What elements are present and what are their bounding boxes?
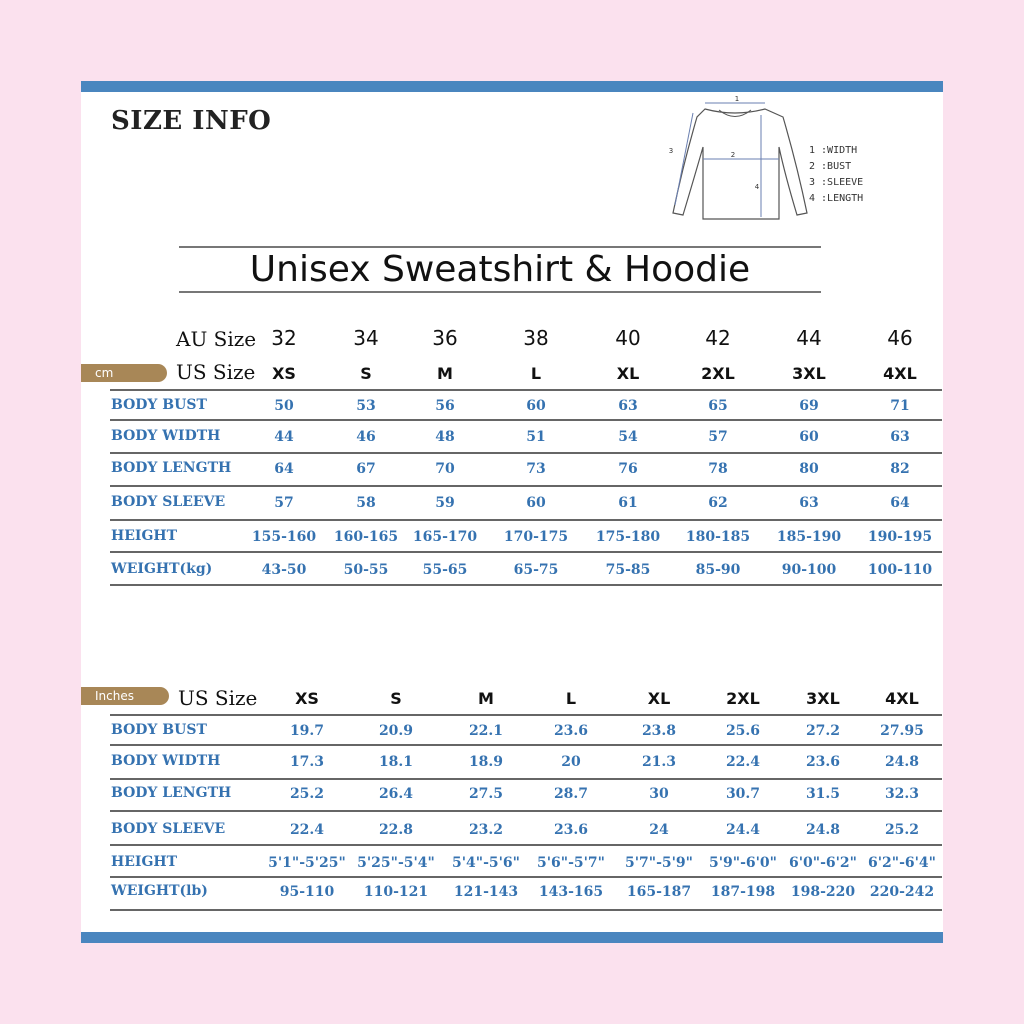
inch-row-divider [110,909,942,911]
legend-bust: 2 :BUST [809,161,852,172]
cm-cell-2-4: 76 [618,461,638,477]
cm-cell-4-6: 185-190 [776,529,842,545]
cm-cell-0-2: 56 [435,398,455,414]
inch-cell-4-7: 6'2"-6'4" [868,855,936,871]
inch-cell-4-1: 5'25"-5'4" [357,855,435,871]
inch-cell-0-5: 25.6 [725,723,761,739]
au-size-label: AU Size [176,327,257,351]
cm-row-divider [110,519,942,521]
inch-cell-4-3: 5'6"-5'7" [537,855,605,871]
cm-cell-2-5: 78 [708,461,728,477]
us-size-inch-5: 2XL [726,689,760,708]
cm-row-divider [110,452,942,454]
inch-cell-1-2: 18.9 [468,754,504,770]
inches-unit-badge: Inches [81,687,169,705]
inch-cell-0-3: 23.6 [553,723,589,739]
cm-cell-0-7: 71 [890,398,910,414]
cm-cell-3-4: 61 [618,495,638,511]
cm-cell-0-0: 50 [274,398,294,414]
au-size-5: 42 [705,326,731,350]
cm-cell-3-6: 63 [799,495,819,511]
page-title: Unisex Sweatshirt & Hoodie [249,249,751,290]
sweatshirt-diagram-icon [657,95,817,225]
us-size-cm-7: 4XL [883,364,917,383]
cm-cell-0-6: 69 [799,398,819,414]
cm-cell-2-0: 64 [274,461,294,477]
inch-cell-0-4: 23.8 [641,723,677,739]
inch-cell-5-1: 110-121 [363,884,429,900]
cm-cell-3-0: 57 [274,495,294,511]
inch-cell-3-4: 24 [649,822,669,838]
cm-cell-4-5: 180-185 [685,529,751,545]
size-chart-card [81,81,943,943]
cm-cell-5-7: 100-110 [867,562,933,578]
cm-cell-4-1: 160-165 [333,529,399,545]
inch-cell-1-4: 21.3 [641,754,677,770]
title-rule-top [179,246,821,248]
us-size-cm-6: 3XL [792,364,826,383]
cm-row-label-5: WEIGHT(kg) [111,561,213,577]
inch-cell-5-4: 165-187 [626,884,692,900]
cm-row-label-4: HEIGHT [111,528,178,544]
us-size-cm-4: XL [616,364,640,383]
us-size-cm-5: 2XL [701,364,735,383]
us-size-label-inch: US Size [178,686,258,710]
cm-cell-3-3: 60 [526,495,546,511]
cm-row-label-0: BODY BUST [111,397,207,413]
legend-sleeve: 3 :SLEEVE [809,177,864,188]
us-size-inch-3: L [565,689,577,708]
au-size-6: 44 [796,326,822,350]
inch-cell-5-0: 95-110 [279,884,335,900]
inch-row-label-1: BODY WIDTH [111,753,221,769]
cm-header-divider [110,389,942,391]
cm-cell-3-2: 59 [435,495,455,511]
inch-cell-5-5: 187-198 [710,884,776,900]
inch-cell-1-5: 22.4 [725,754,761,770]
inch-cell-0-1: 20.9 [378,723,414,739]
inch-cell-3-2: 23.2 [468,822,504,838]
us-size-inch-0: XS [295,689,319,708]
us-size-label-cm: US Size [176,360,256,384]
us-size-cm-0: XS [272,364,296,383]
legend-width: 1 :WIDTH [809,145,858,156]
inch-cell-4-4: 5'7"-5'9" [625,855,693,871]
cm-row-divider [110,584,942,586]
cm-cell-2-7: 82 [890,461,910,477]
inch-row-label-0: BODY BUST [111,722,207,738]
cm-cell-4-4: 175-180 [595,529,661,545]
diagram-marker-2: 2 [730,151,736,159]
inch-row-label-4: HEIGHT [111,854,178,870]
cm-unit-badge: cm [81,364,167,382]
inch-row-divider [110,844,942,846]
cm-cell-4-7: 190-195 [867,529,933,545]
inch-cell-0-0: 19.7 [289,723,325,739]
us-size-inch-4: XL [647,689,671,708]
inch-cell-2-5: 30.7 [725,786,761,802]
diagram-legend [809,143,943,207]
au-size-0: 32 [271,326,297,350]
diagram-marker-3: 3 [668,147,674,155]
inch-cell-2-2: 27.5 [468,786,504,802]
cm-cell-5-2: 55-65 [422,562,468,578]
inch-cell-1-0: 17.3 [289,754,325,770]
cm-cell-5-5: 85-90 [695,562,741,578]
us-size-inch-2: M [478,689,494,708]
inch-cell-3-7: 25.2 [884,822,920,838]
cm-cell-1-5: 57 [708,429,728,445]
inch-header-divider [110,714,942,716]
cm-cell-1-4: 54 [618,429,638,445]
cm-cell-1-1: 46 [356,429,376,445]
inch-cell-4-6: 6'0"-6'2" [789,855,857,871]
inch-cell-1-6: 23.6 [805,754,841,770]
inch-cell-3-3: 23.6 [553,822,589,838]
au-size-7: 46 [887,326,913,350]
inch-cell-5-3: 143-165 [538,884,604,900]
inch-row-label-5: WEIGHT(lb) [111,883,208,899]
cm-cell-1-7: 63 [890,429,910,445]
cm-cell-0-3: 60 [526,398,546,414]
us-size-cm-2: M [437,364,453,383]
inch-cell-0-6: 27.2 [805,723,841,739]
cm-cell-3-7: 64 [890,495,910,511]
inch-cell-1-3: 20 [561,754,581,770]
inch-cell-4-0: 5'1"-5'25" [268,855,346,871]
au-size-1: 34 [353,326,379,350]
au-size-2: 36 [432,326,458,350]
cm-cell-2-3: 73 [526,461,546,477]
cm-cell-5-1: 50-55 [343,562,389,578]
cm-row-label-2: BODY LENGTH [111,460,232,476]
cm-cell-3-1: 58 [356,495,376,511]
cm-cell-5-4: 75-85 [605,562,651,578]
inch-cell-1-1: 18.1 [378,754,414,770]
size-info-heading: SIZE INFO [111,106,272,136]
us-size-inch-6: 3XL [806,689,840,708]
cm-cell-4-3: 170-175 [503,529,569,545]
cm-row-label-1: BODY WIDTH [111,428,221,444]
cm-cell-1-2: 48 [435,429,455,445]
cm-row-divider [110,485,942,487]
cm-cell-2-6: 80 [799,461,819,477]
inch-cell-2-6: 31.5 [805,786,841,802]
cm-cell-0-1: 53 [356,398,376,414]
inch-cell-5-7: 220-242 [869,884,935,900]
cm-row-label-3: BODY SLEEVE [111,494,226,510]
cm-cell-5-0: 43-50 [261,562,307,578]
cm-cell-4-2: 165-170 [412,529,478,545]
cm-cell-1-3: 51 [526,429,546,445]
cm-cell-2-1: 67 [356,461,376,477]
us-size-inch-1: S [390,689,402,708]
us-size-cm-3: L [530,364,542,383]
inch-cell-5-2: 121-143 [453,884,519,900]
inch-cell-4-2: 5'4"-5'6" [452,855,520,871]
inch-cell-0-2: 22.1 [468,723,504,739]
inch-row-label-2: BODY LENGTH [111,785,232,801]
inch-cell-2-4: 30 [649,786,669,802]
inch-cell-0-7: 27.95 [880,723,924,739]
inch-cell-3-0: 22.4 [289,822,325,838]
cm-row-divider [110,419,942,421]
cm-cell-1-0: 44 [274,429,294,445]
inch-cell-3-1: 22.8 [378,822,414,838]
inch-cell-3-5: 24.4 [725,822,761,838]
cm-cell-0-4: 63 [618,398,638,414]
inch-row-divider [110,810,942,812]
cm-row-divider [110,551,942,553]
bottom-accent-bar [81,932,943,943]
cm-cell-3-5: 62 [708,495,728,511]
inch-row-divider [110,778,942,780]
inch-row-divider [110,744,942,746]
inch-row-label-3: BODY SLEEVE [111,821,226,837]
cm-cell-5-6: 90-100 [781,562,837,578]
cm-cell-2-2: 70 [435,461,455,477]
us-size-cm-1: S [360,364,372,383]
us-size-inch-7: 4XL [885,689,919,708]
inch-row-divider [110,876,942,878]
inch-cell-1-7: 24.8 [884,754,920,770]
inch-cell-3-6: 24.8 [805,822,841,838]
top-accent-bar [81,81,943,92]
inch-cell-2-1: 26.4 [378,786,414,802]
cm-cell-1-6: 60 [799,429,819,445]
title-rule-bottom [179,291,821,293]
au-size-4: 40 [615,326,641,350]
inch-cell-2-3: 28.7 [553,786,589,802]
inch-cell-4-5: 5'9"-6'0" [709,855,777,871]
cm-cell-5-3: 65-75 [513,562,559,578]
inch-cell-5-6: 198-220 [790,884,856,900]
legend-length: 4 :LENGTH [809,193,864,204]
au-size-3: 38 [523,326,549,350]
cm-cell-0-5: 65 [708,398,728,414]
diagram-marker-4: 4 [754,183,760,191]
cm-cell-4-0: 155-160 [251,529,317,545]
inch-cell-2-7: 32.3 [884,786,920,802]
inch-cell-2-0: 25.2 [289,786,325,802]
diagram-marker-1: 1 [734,95,740,103]
